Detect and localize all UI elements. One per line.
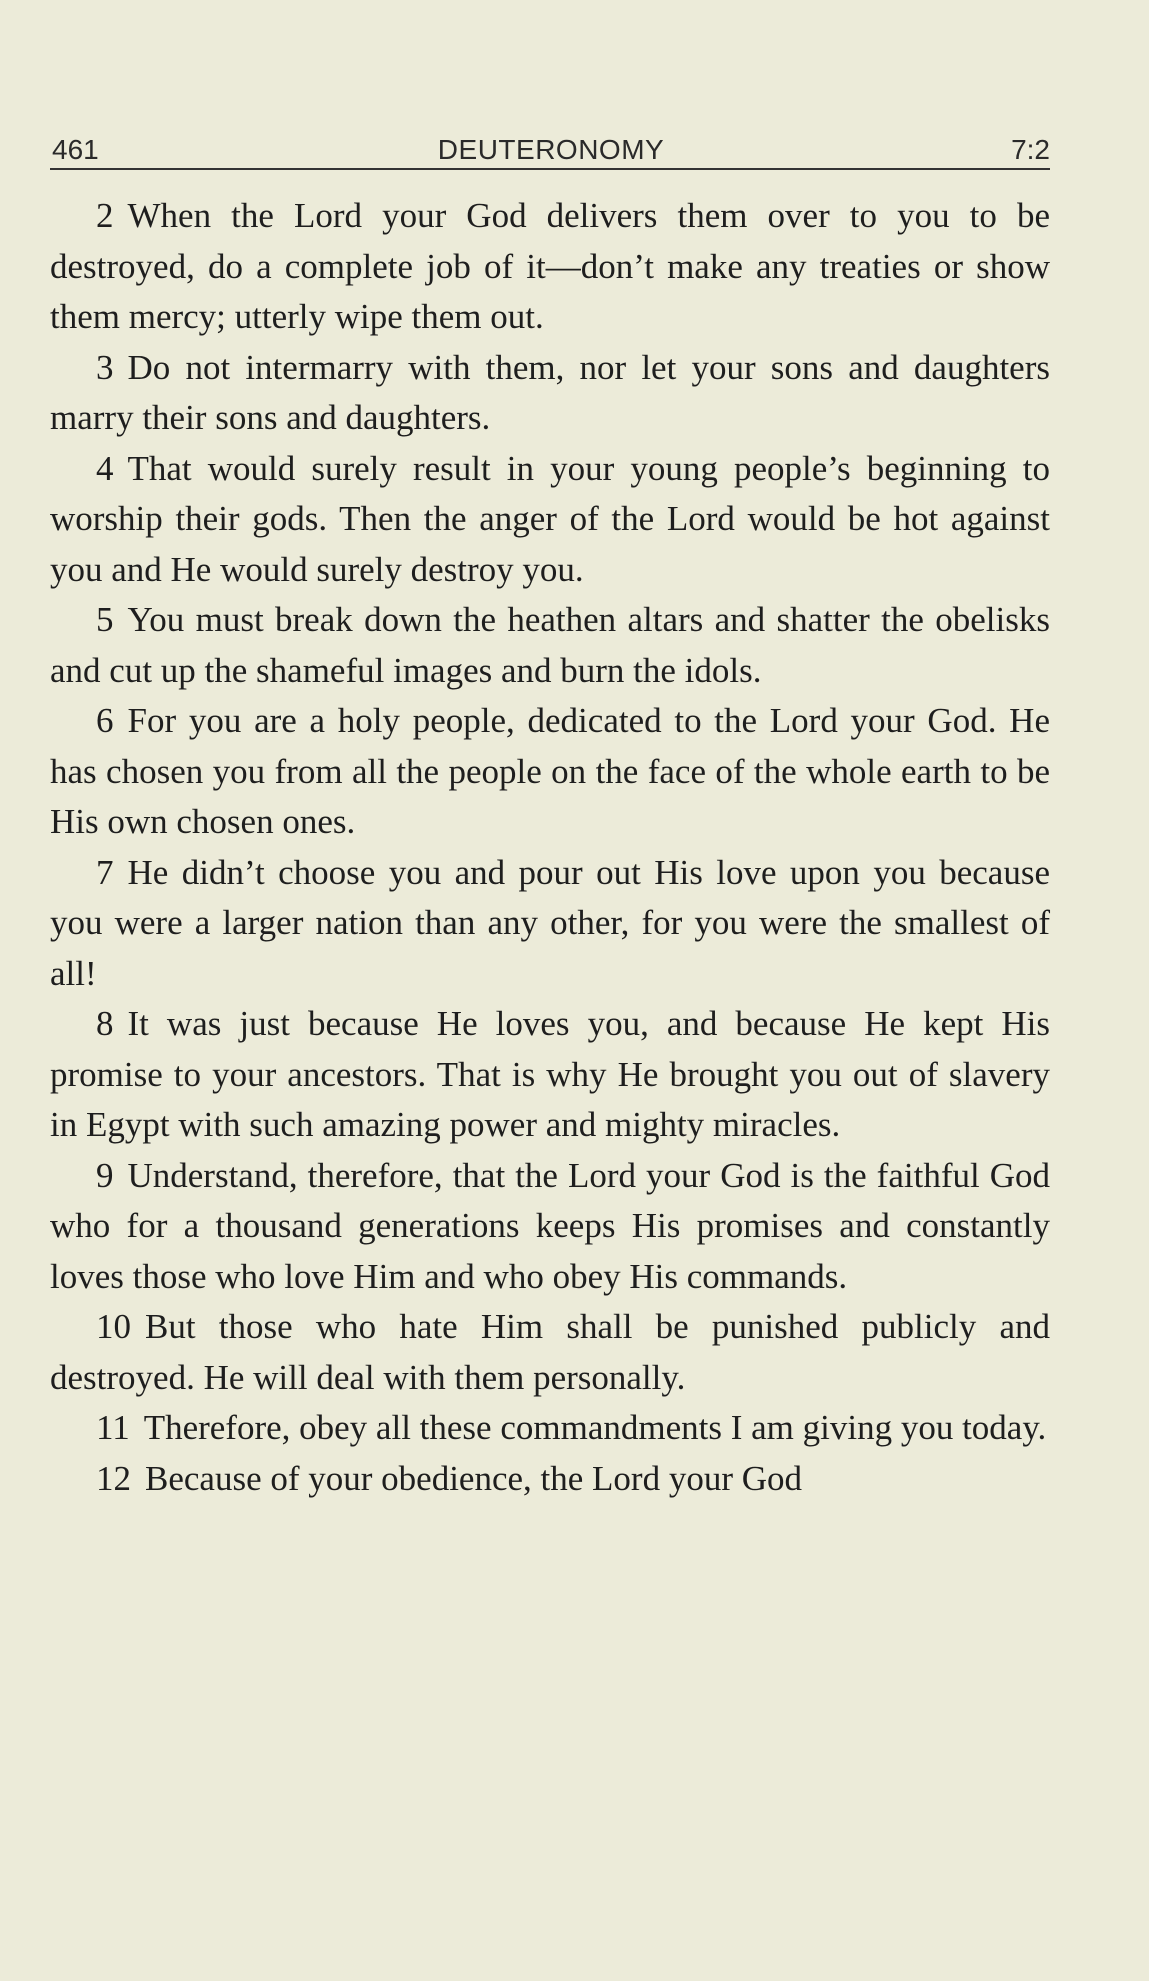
verse-number: 6 <box>96 701 114 740</box>
header-rule <box>50 168 1050 170</box>
verse-text: That would surely result in your young people’s beginning to worship their gods. Then the anger of the Lord would be hot against you and He would surely destroy you. <box>50 448 1050 589</box>
verse-number: 3 <box>96 347 114 387</box>
verse-number: 8 <box>96 1004 114 1043</box>
verse-number: 5 <box>96 600 114 639</box>
verse-7 <box>50 848 1050 1000</box>
verse-11 <box>50 1403 1050 1454</box>
verse-text: Therefore, obey all these commandments I am giving you today. <box>143 1408 1047 1447</box>
chapter-verse-reference: 7:2 <box>1011 134 1050 165</box>
verse-text: Understand, therefore, that the Lord your God is the faithful God who for a thousand generations keeps His promises and constantly loves those who love Him and who obey His commands. <box>50 1155 1050 1296</box>
verse-number: 4 <box>96 448 114 488</box>
verse-text: When the Lord your God delivers them over to you to be destroyed, do a complete job of it—don’t make any treaties or show them mercy; utterly wipe them out. <box>50 196 1050 336</box>
verse-text: For you are a holy people, dedicated to the Lord your God. He has chosen you from all the people on the face of the whole earth to be His own chosen ones. <box>50 701 1050 841</box>
verse-number: 2 <box>96 196 114 235</box>
verse-number: 10 <box>96 1307 131 1346</box>
verse-2 <box>50 191 1050 343</box>
verse-number: 9 <box>96 1155 114 1195</box>
verse-3 <box>50 343 1050 444</box>
verse-text: Do not intermarry with them, nor let your sons and daughters marry their sons and daughters. <box>50 347 1050 437</box>
verse-8 <box>50 999 1050 1151</box>
verse-4 <box>50 444 1050 596</box>
verse-number: 11 <box>96 1408 130 1447</box>
running-head <box>52 130 1050 170</box>
verse-number: 12 <box>96 1458 131 1498</box>
verse-9 <box>50 1151 1050 1303</box>
verse-12 <box>50 1454 1050 1505</box>
verse-6 <box>50 696 1050 848</box>
scripture-text <box>50 191 1050 1504</box>
verse-10 <box>50 1302 1050 1403</box>
verse-text: But those who hate Him shall be punished publicly and destroyed. He will deal with them personally. <box>50 1307 1050 1397</box>
verse-text: You must break down the heathen altars and shatter the obelisks and cut up the shameful images and burn the idols. <box>50 600 1050 690</box>
page-number: 461 <box>52 134 99 165</box>
verse-5 <box>50 595 1050 696</box>
verse-text: It was just because He loves you, and because He kept His promise to your ancestors. That is why He brought you out of slavery in Egypt with such amazing power and mighty miracles. <box>50 1004 1050 1144</box>
verse-number: 7 <box>96 852 114 892</box>
verse-text: He didn’t choose you and pour out His love upon you because you were a larger nation than any other, for you were the smallest of all! <box>50 852 1050 993</box>
book-title: DEUTERONOMY <box>437 134 665 165</box>
verse-text: Because of your obedience, the Lord your God <box>145 1458 803 1498</box>
